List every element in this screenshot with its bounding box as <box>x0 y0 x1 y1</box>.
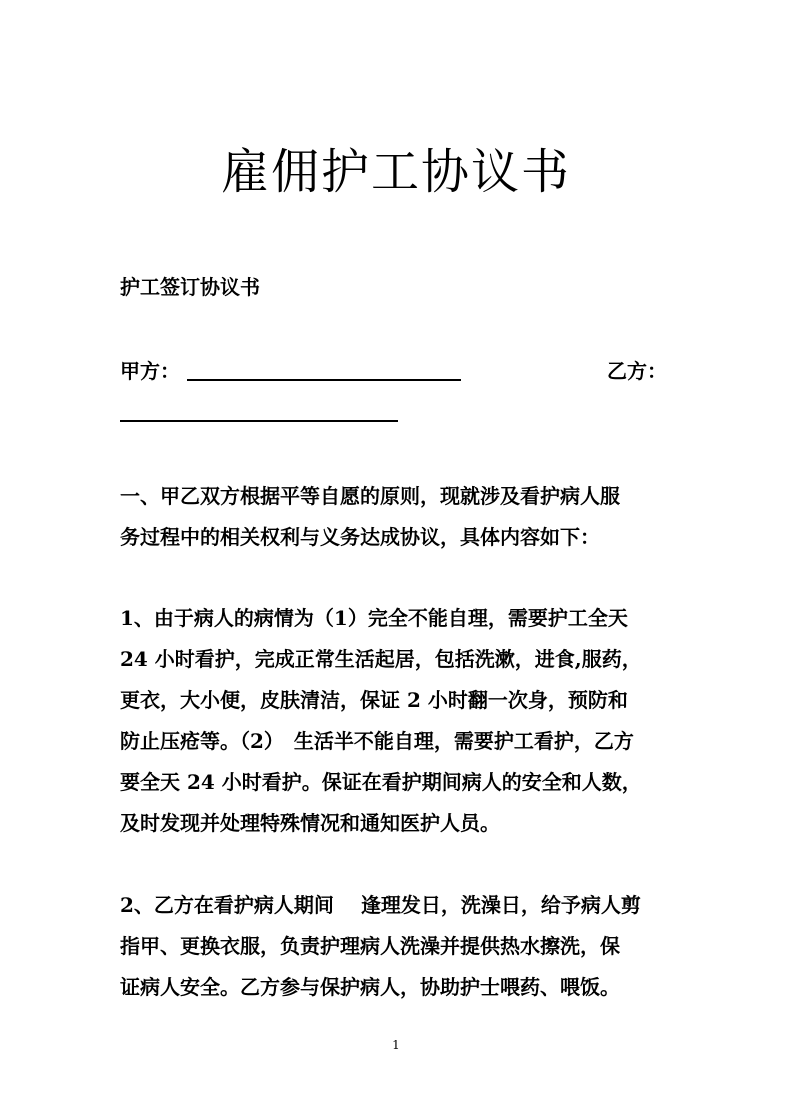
party-b-label: 乙方： <box>607 359 667 383</box>
paragraph-line: 及时发现并处理特殊情况和通知医护人员。 <box>120 811 500 835</box>
party-b-signature-line <box>120 420 398 422</box>
paragraph-line: 防止压疮等。（2） 生活半不能自理，需要护工看护，乙方 <box>120 729 634 753</box>
party-a-signature-line <box>187 379 461 381</box>
paragraph-general-principle <box>120 476 680 558</box>
paragraph-line: 务过程中的相关权利与义务达成协议，具体内容如下： <box>120 525 600 549</box>
paragraph-line: 2、乙方在看护病人期间 逢理发日，洗澡日，给予病人剪 <box>120 893 641 917</box>
paragraph-line: 1、由于病人的病情为（1）完全不能自理，需要护工全天 <box>120 606 628 630</box>
party-a-label: 甲方： <box>120 359 180 383</box>
paragraph-line: 24 小时看护，完成正常生活起居，包括洗漱，进食,服药， <box>120 647 642 671</box>
page-number: 1 <box>392 1038 400 1052</box>
paragraph-line: 要全天 24 小时看护。保证在看护期间病人的安全和人数， <box>120 770 642 794</box>
paragraph-clause-1 <box>120 598 680 844</box>
paragraph-clause-2 <box>120 885 680 1008</box>
paragraph-line: 一、甲乙双方根据平等自愿的原则，现就涉及看护病人服 <box>120 484 620 508</box>
document-subtitle: 护工签订协议书 <box>120 275 260 299</box>
paragraph-line: 指甲、更换衣服，负责护理病人洗澡并提供热水擦洗，保 <box>120 934 620 958</box>
document-title: 雇佣护工协议书 <box>220 144 571 200</box>
paragraph-line: 更衣，大小便，皮肤清洁，保证 2 小时翻一次身，预防和 <box>120 688 628 712</box>
paragraph-line: 证病人安全。乙方参与保护病人，协助护士喂药、喂饭。 <box>120 975 620 999</box>
